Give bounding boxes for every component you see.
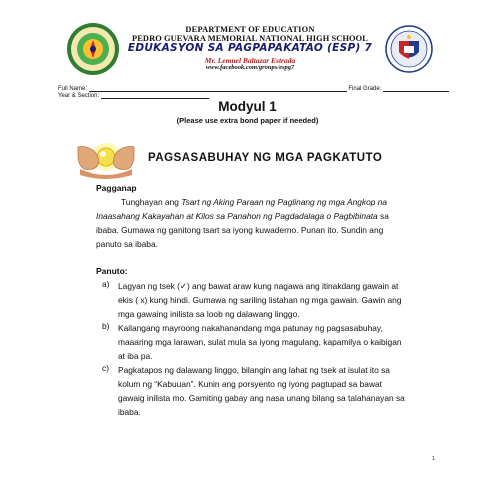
pagganap-text: Tunghayan ang [121, 197, 182, 207]
pagganap-line [96, 237, 426, 251]
list-line: ekis ( x) kung hindi. Gumawa ng sariling listahan ng mga gawain. Gawin ang [118, 295, 402, 306]
pagganap-line [96, 209, 426, 223]
full-name-label: Full Name: [58, 86, 88, 92]
facebook-link: www.facebook.com/groups/espg7 [205, 64, 295, 71]
teacher-name: Mr. Lemuel Baltazar Estrada [204, 56, 296, 65]
list-line: Lagyan ng tsek (✓) ang bawat araw kung nagawa ang itinakdang gawain at [118, 281, 399, 291]
list-line: Pagkatapos ng dalawang linggo, bilangin ang lahat ng tsek at isulat ito sa [118, 365, 390, 375]
year-section-row [58, 92, 209, 99]
year-section-blank[interactable] [101, 92, 209, 99]
full-name-blank[interactable] [89, 85, 347, 92]
list-line: mga gawaing inilista sa loob ng dalawang linggo. [118, 309, 300, 320]
page-number: 1 [432, 456, 435, 462]
pagganap-text: ibaba. Gumawa ng ganitong tsart sa iyong kuwaderno. Punan ito. Sundin ang [96, 225, 384, 236]
school-seal-icon [66, 22, 120, 76]
list-label: a) [102, 279, 110, 289]
list-label: b) [102, 321, 110, 331]
module-title: Modyul 1 [218, 99, 277, 114]
pagganap-line [96, 195, 426, 209]
final-grade-blank[interactable] [383, 85, 449, 92]
list-item [118, 279, 428, 321]
pagganap-text: panuto sa ibaba. [96, 239, 158, 250]
list-item [118, 321, 428, 363]
list-line: Kailangang mayroong nakahanandang mga patunay ng pagsasabuhay, [118, 323, 383, 333]
list-line: maaaring mga larawan, sulat mula sa iyong magulang, kapamilya o kaibigan [118, 337, 402, 348]
final-grade-label: Final Grade: [348, 86, 382, 92]
pagganap-paragraph [96, 195, 426, 251]
pagganap-text: sa [377, 211, 389, 222]
deped-seal-icon [385, 25, 433, 73]
pagganap-heading: Pagganap [96, 183, 137, 193]
module-subtitle: (Please use extra bond paper if needed) [176, 116, 319, 125]
list-line: ibaba. [118, 407, 141, 418]
department-name: DEPARTMENT OF EDUCATION [185, 25, 315, 34]
full-name-row [58, 85, 449, 92]
list-item [118, 363, 428, 419]
pagganap-italic: Tsart ng Aking Paraan ng Paglinang ng mga Angkop na [181, 197, 388, 207]
topic-heading: PAGSASABUHAY NG MGA PAGKATUTO [148, 152, 383, 164]
list-line: at iba pa. [118, 351, 153, 362]
pagganap-italic: Inaasahang Kakayahan at Kilos sa Panahon ng Pagdadalaga o Pagbibinata [96, 211, 378, 222]
pagganap-line [96, 223, 426, 237]
year-section-label: Year & Section: [58, 93, 100, 99]
panuto-heading: Panuto: [96, 266, 128, 276]
subject-title: EDUKASYON SA PAGPAPAKATAO (ESP) 7 [127, 42, 373, 54]
school-name: PEDRO GUEVARA MEMORIAL NATIONAL HIGH SCHOOL [132, 34, 368, 43]
list-label: c) [102, 363, 109, 373]
list-line: gawaig inilista mo. Gamiting gabay ang nasa unang bilang sa talahanayan sa [118, 393, 405, 404]
list-line: kolum ng “Kabuuan”. Kunin ang porsyento ng iyong pagtupad sa bawat [118, 379, 382, 390]
hands-holding-ball-icon [76, 133, 136, 183]
